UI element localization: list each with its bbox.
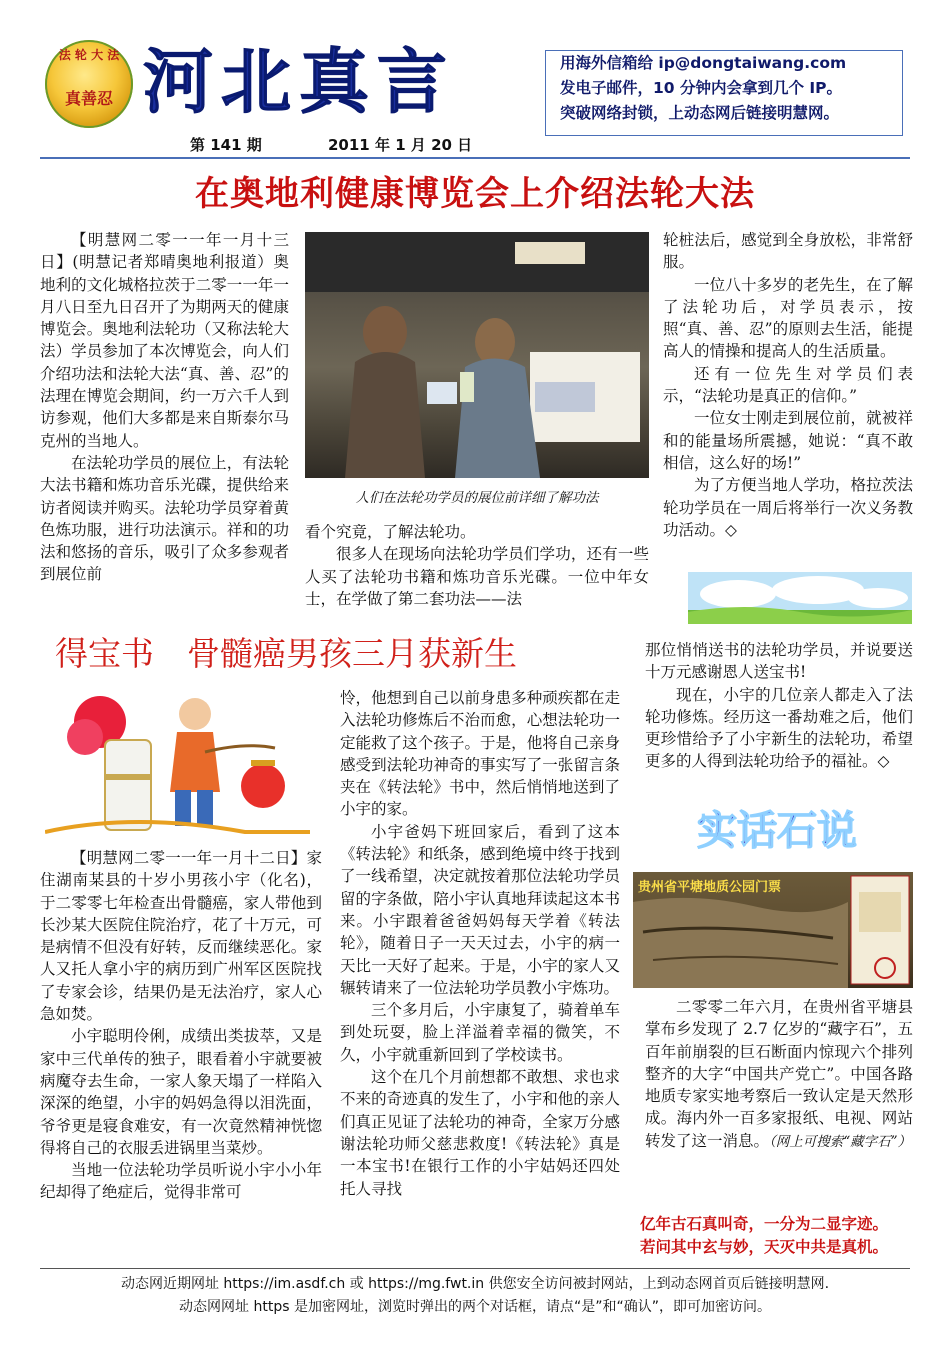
article2-col1 [40,847,322,1204]
promo-line: 用海外信箱给 ip@dongtaiwang.com [560,54,847,72]
promo-line: 发电子邮件，10 分钟内会拿到几个 IP。 [560,79,842,97]
footer-rule [40,1268,910,1269]
promo-line: 突破网络封锁，上动态网后链接明慧网。 [560,104,840,122]
child-lantern-illustration [45,682,310,842]
expo-photo [305,232,649,478]
article1-headline: 在奥地利健康博览会上介绍法轮大法 [195,174,755,214]
stone-photo-label: 贵州省平塘地质公园门票 [638,880,782,895]
paragraph: 小宇聪明伶俐，成绩出类拔萃，又是家中三代单传的独子，眼看着小宇就要被病魔夺去生命，一家人象天塌了一样陷入深深的绝望，小宇的妈妈急得以泪洗面，爷爷更是寝食难安，有一次竟然精神恍惚得将自己的衣服丢进锅里当菜炒。 [40,1027,322,1157]
paragraph: 小宇爸妈下班回家后，看到了这本《转法轮》和纸条，感到绝境中终于找到了一线希望，决定就按着那位法轮功学员留的字条做，陪小宇认真地拜读起这本书来。小宇跟着爸爸妈妈每天学着《转法轮》，随着日子一天天过去，小宇的病一天比一天好了起来。于是，小宇的家人又辗转请来了一位法轮功学员教小宇炼功。 [340,822,620,997]
paragraph: 一位女士刚走到展位前，就被祥和的能量场所震撼，她说：“真不敢相信，这么好的场!” [663,409,913,472]
paragraph: 看个究竟，了解法轮功。 [305,523,476,541]
verse-line: 若问其中玄与妙，天灭中共是真机。 [640,1238,889,1256]
search-note: （网上可搜索“藏字石”） [769,1133,912,1150]
header-rule [40,157,910,159]
shihua-banner-text: 实话石说 [697,808,857,854]
footer-line: 动态网近期网址 https://im.asdf.ch 或 https://mg.fwt.in 供您安全访问被封网站，上到动态网首页后链接明慧网. [120,1276,830,1292]
verse-line: 亿年古石真叫奇，一分为二显字迹。 [640,1215,889,1233]
article1-col1 [40,229,289,586]
article2-col2 [340,687,620,1200]
cloud-illustration [688,572,912,624]
promo-box [545,50,903,136]
paragraph: 怜，他想到自己以前身患多种顽疾都在走入法轮功修炼后不治而愈，心想法轮功一定能救了这个孩子。于是，他将自己亲身感受到法轮功神奇的事实写了一张留言条夹在《转法轮》书中，然后悄悄地送到了小宇的家。 [340,689,620,819]
paragraph: 还有一位先生对学员们表示，“法轮功是真正的信仰。” [663,364,913,406]
shihua-banner [655,800,900,860]
issue-number: 第 141 期 [190,136,262,154]
red-verse [640,1213,915,1259]
body-text: 二零零二年六月，在贵州省平塘县掌布乡发现了 2.7 亿岁的“藏字石”，五百年前崩裂的巨石断面内惊现六个排列整齐的大字“中国共产党亡”。中国各路地质专家实地考察后一致认定是天然形成。海内外一百多家报纸、电视、网站转发了这一消息。 [645,998,913,1150]
paragraph: 【明慧网二零一一年一月十三日】(明慧记者郑晴奥地利报道）奥地利的文化城格拉茨于二零一一年一月八日至九日召开了为期两天的健康博览会。奥地利法轮功（又称法轮大法）学员参加了本次博览会，向人们介绍功法和法轮大法“真、善、忍”的法理在博览会期间，约一万六千人到访参观，他们大多都是来自斯泰尔马克州的当地人。 [40,231,289,450]
article3-body [645,996,913,1153]
paragraph: 那位悄悄送书的法轮功学员，并说要送十万元感谢恩人送宝书! [645,641,913,682]
paragraph: 【明慧网二零一一年一月十二日】家住湖南某县的十岁小男孩小宇（化名)，于二零零七年检查出骨髓癌，家人带他到长沙某大医院住院治疗，花了十万元，可是病情不但没有好转，反而继续恶化。家人又托人拿小宇的病历到广州军区医院找了专家会诊，结果仍是无法治疗，家人心急如焚。 [40,849,322,1024]
logo-center-text: 真善忍 [64,89,113,108]
footer-line: 动态网网址 https 是加密网址，浏览时弹出的两个对话框，请点“是”和“确认”，即可加密访问。 [179,1299,771,1315]
masthead-title: 河北真言 [143,41,455,123]
article1-col3 [663,229,913,541]
logo-arc-text: 法 轮 大 法 [58,48,120,62]
article1-col2 [305,521,649,610]
paragraph: 当地一位法轮功学员听说小宇小小年纪却得了绝症后，觉得非常可 [40,1161,322,1202]
paragraph [645,996,913,1153]
article2-col3 [645,639,913,773]
paragraph: 现在，小宇的几位亲人都走入了法轮功修炼。经历这一番劫难之后，他们更珍惜给予了小宇新生的法轮功，希望更多的人得到法轮功给予的福祉。◇ [645,685,913,771]
paragraph: 这个在几个月前想都不敢想、求也求不来的奇迹真的发生了，小宇和他的亲人们真正见证了法轮功的神奇，全家万分感谢法轮功师父慈悲救度!《转法轮》真是一本宝书!在银行工作的小宇姑妈还四处托人寻找 [340,1068,620,1198]
paragraph: 为了方便当地人学功，格拉茨法轮功学员在一周后将举行一次义务教功活动。◇ [663,476,913,539]
paragraph: 一位八十多岁的老先生，在了解了法轮功后，对学员表示，按照“真、善、忍”的原则去生活，能提高人的情操和提高人的生活质量。 [663,275,913,361]
paragraph: 三个多月后，小宇康复了，骑着单车到处玩耍，脸上洋溢着幸福的微笑，不久，小宇就重新回到了学校读书。 [340,1001,620,1064]
article2-headline: 得宝书 骨髓癌男孩三月获新生 [55,634,517,673]
paragraph: 在法轮功学员的展位上，有法轮大法书籍和炼功音乐光碟，提供给来访者阅读并购买。法轮功学员穿着黄色炼功服，进行功法演示。祥和的功法和悠扬的音乐，吸引了众多参观者到展位前 [40,453,289,584]
photo-caption: 人们在法轮功学员的展位前详细了解功法 [355,490,599,506]
issue-date: 2011 年 1 月 20 日 [328,136,473,154]
paragraph: 轮桩法后，感觉到全身放松，非常舒服。 [663,231,913,272]
paragraph: 很多人在现场向法轮功学员们学功，还有一些人买了法轮功书籍和炼功音乐光碟。一位中年女士，在学做了第二套功法——法 [305,545,649,608]
